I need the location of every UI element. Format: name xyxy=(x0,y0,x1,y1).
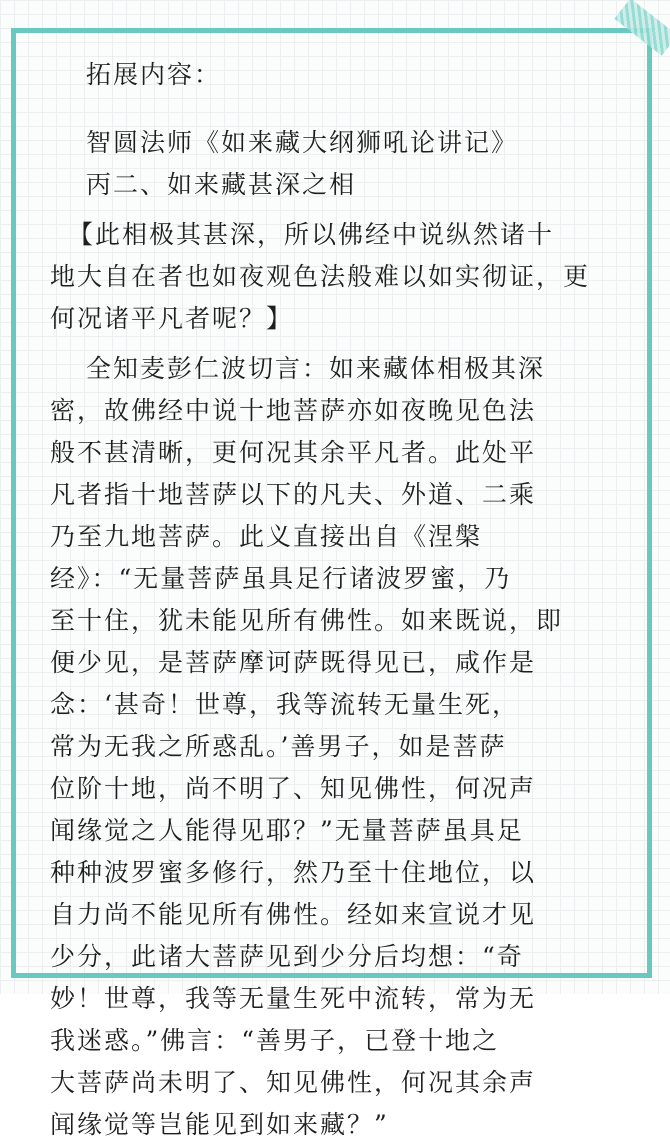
commentary-paragraph xyxy=(50,348,630,1146)
quote-line: 地大自在者也如夜观色法般难以如实彻证，更 xyxy=(50,262,591,291)
quote-line: 何况诸平凡者呢？】 xyxy=(50,304,294,333)
commentary-line: 少分，此诸大菩萨见到少分后均想：“奇 xyxy=(50,942,524,971)
commentary-line: 大菩萨尚未明了、知见佛性，何况其余声 xyxy=(50,1068,537,1097)
source-title: 智圆法师《如来藏大纲狮吼论讲记》 xyxy=(86,128,519,157)
commentary-line: 妙！世尊，我等无量生死中流转，常为无 xyxy=(50,984,537,1013)
quote-line: 【此相极其甚深，所以佛经中说纵然诸十 xyxy=(68,220,555,249)
commentary-line: 自力尚不能见所有佛性。经如来宣说才见 xyxy=(50,900,537,929)
commentary-line: 闻缘觉之人能得见耶？”无量菩萨虽具足 xyxy=(50,816,524,845)
commentary-line: 般不甚清晰，更何况其余平凡者。此处平 xyxy=(50,438,537,467)
source-section: 丙二、如来藏甚深之相 xyxy=(86,170,357,199)
commentary-line: 便少见，是菩萨摩诃萨既得见已，咸作是 xyxy=(50,648,537,677)
commentary-line: 至十住，犹未能见所有佛性。如来既说，即 xyxy=(50,606,564,635)
commentary-line: 位阶十地，尚不明了、知见佛性，何况声 xyxy=(50,774,537,803)
commentary-line: 乃至九地菩萨。此义直接出自《涅槃 xyxy=(50,522,483,551)
commentary-line: 种种波罗蜜多修行，然乃至十住地位，以 xyxy=(50,858,537,887)
commentary-line: 全知麦彭仁波切言：如来藏体相极其深 xyxy=(86,354,546,383)
commentary-line: 我迷惑。”佛言：“善男子，已登十地之 xyxy=(50,1026,500,1055)
commentary-line: 经》：“无量菩萨虽具足行诸波罗蜜，乃 xyxy=(50,564,512,593)
commentary-line: 常为无我之所惑乱。’善男子，如是菩萨 xyxy=(50,732,507,761)
document-body xyxy=(50,54,630,1146)
heading: 拓展内容： xyxy=(86,60,222,89)
commentary-line: 闻缘觉等岂能见到如来藏？” xyxy=(50,1110,389,1139)
commentary-line: 凡者指十地菩萨以下的凡夫、外道、二乘 xyxy=(50,480,537,509)
commentary-line: 念：‘甚奇！世尊，我等流转无量生死， xyxy=(50,690,519,719)
quote-paragraph xyxy=(50,214,630,340)
commentary-line: 密，故佛经中说十地菩萨亦如夜晚见色法 xyxy=(50,396,537,425)
